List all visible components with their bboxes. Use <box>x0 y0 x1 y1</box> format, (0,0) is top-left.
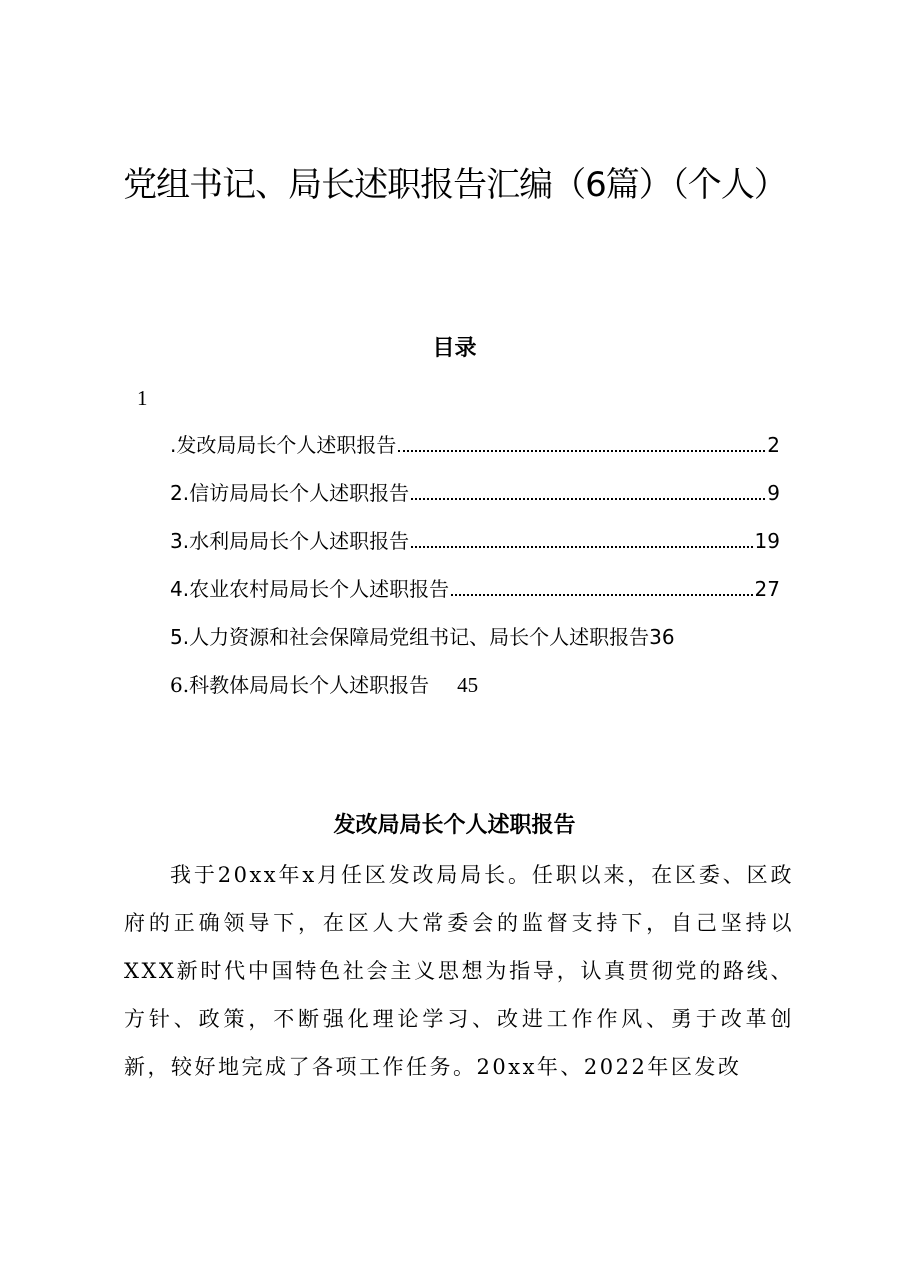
toc-entry-label: 6.科教体局局长个人述职报告 <box>170 673 430 697</box>
toc-leader-dots <box>411 546 752 548</box>
toc-entry-label: 3.水利局局长个人述职报告 <box>170 529 410 553</box>
toc-leader-dots <box>398 450 765 452</box>
toc-entry-label: 5.人力资源和社会保障局党组书记、局长个人述职报告 <box>170 625 650 649</box>
toc-entry-label: .发改局局长个人述职报告 <box>170 433 397 457</box>
document-title: 党组书记、局长述职报告汇编（6篇）（个人） <box>123 165 787 205</box>
toc-leader-dots <box>451 594 752 596</box>
toc-entry-page: 36 <box>649 625 675 649</box>
toc-entry-page: 27 <box>754 577 780 601</box>
table-of-contents <box>170 426 780 714</box>
toc-entry[interactable] <box>170 426 780 474</box>
toc-entry-label: 4.农业农村局局长个人述职报告 <box>170 577 450 601</box>
section-title: 发改局局长个人述职报告 <box>333 812 576 838</box>
toc-entry-label: 2.信访局局长个人述职报告 <box>170 481 410 505</box>
toc-entry-page: 9 <box>767 481 780 505</box>
toc-entry[interactable] <box>170 570 780 618</box>
toc-entry-page: 2 <box>767 433 780 457</box>
body-paragraph: 我于20xx年x月任区发改局局长。任职以来，在区委、区政府的正确领导下，在区人大常委会的监督支持下，自己坚持以XXX新时代中国特色社会主义思想为指导，认真贯彻党的路线、方针、政策，不断强化理论学习、改进工作作风、勇于改革创新，较好地完成了各项工作任务。20xx年、2022年区发改 <box>124 863 794 1079</box>
toc-entry[interactable] <box>170 618 780 666</box>
toc-marker: 1 <box>137 386 148 410</box>
toc-entry-page: 19 <box>754 529 780 553</box>
toc-heading: 目录 <box>432 335 477 361</box>
toc-entry[interactable] <box>170 666 780 714</box>
toc-leader-dots <box>411 498 765 500</box>
toc-entry[interactable] <box>170 474 780 522</box>
toc-entry-page: 45 <box>457 673 479 697</box>
toc-entry[interactable] <box>170 522 780 570</box>
